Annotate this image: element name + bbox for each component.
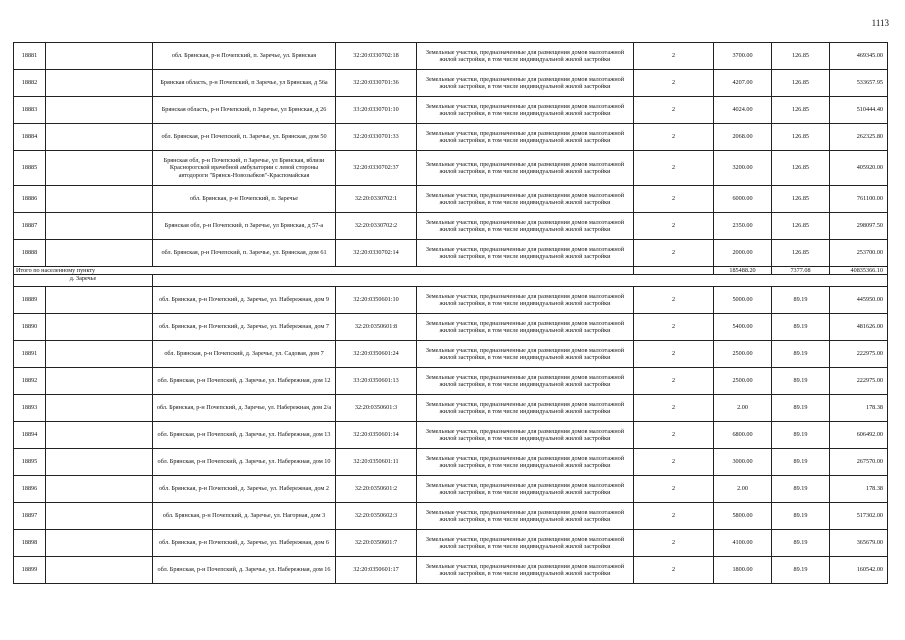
row-number-cell: 18896 (14, 476, 46, 503)
address-cell: обл. Брянская, р-н Почепский, п. Заречье, ул. Брянская, дом 50 (153, 124, 336, 151)
blank-cell (46, 476, 153, 503)
blank-cell (46, 97, 153, 124)
group-cell: 2 (634, 43, 714, 70)
rate-cell: 89.19 (772, 476, 830, 503)
cadastral-number-cell: 32:20:0350601:24 (336, 341, 417, 368)
cadastral-number-cell: 32:20:0350601:8 (336, 314, 417, 341)
page-number: 1113 (871, 18, 889, 28)
blank-cell (46, 449, 153, 476)
cadastral-number-cell: 32:20:0350601:7 (336, 530, 417, 557)
cadastral-number-cell: 33:20:0350601:13 (336, 368, 417, 395)
row-number-cell: 18887 (14, 213, 46, 240)
area-cell: 2500.00 (714, 341, 772, 368)
land-use-cell: Земельные участки, предназначенные для размещения домов малоэтажной жилой застройки, в том числе индивидуальной жилой застройки (417, 240, 634, 267)
area-cell: 3700.00 (714, 43, 772, 70)
blank-cell (46, 422, 153, 449)
table-row (14, 97, 888, 124)
rate-cell: 126.85 (772, 43, 830, 70)
table-row (14, 314, 888, 341)
cadastral-value-cell: 298097.50 (830, 213, 888, 240)
row-number-cell: 18891 (14, 341, 46, 368)
cadastral-value-cell: 267570.00 (830, 449, 888, 476)
row-number-cell: 18894 (14, 422, 46, 449)
area-cell: 2.00 (714, 395, 772, 422)
address-cell: обл. Брянская, р-н Почепский, п. Заречье, ул. Брянская (153, 43, 336, 70)
cadastral-value-cell: 178.38 (830, 395, 888, 422)
cadastral-value-cell: 178.38 (830, 476, 888, 503)
blank-cell (46, 70, 153, 97)
registry-body-b (14, 287, 888, 584)
land-use-cell: Земельные участки, предназначенные для размещения домов малоэтажной жилой застройки, в том числе индивидуальной жилой застройки (417, 530, 634, 557)
row-number-cell: 18881 (14, 43, 46, 70)
land-use-cell: Земельные участки, предназначенные для размещения домов малоэтажной жилой застройки, в том числе индивидуальной жилой застройки (417, 186, 634, 213)
cadastral-value-cell: 405920.00 (830, 151, 888, 186)
row-number-cell: 18893 (14, 395, 46, 422)
area-cell: 3200.00 (714, 151, 772, 186)
cadastral-value-cell: 253700.00 (830, 240, 888, 267)
area-cell: 5000.00 (714, 287, 772, 314)
area-cell: 6000.00 (714, 186, 772, 213)
group-cell: 2 (634, 557, 714, 584)
table-row (14, 422, 888, 449)
blank-cell (46, 530, 153, 557)
blank-cell (46, 395, 153, 422)
land-use-cell: Земельные участки, предназначенные для размещения домов малоэтажной жилой застройки, в том числе индивидуальной жилой застройки (417, 287, 634, 314)
group-cell: 2 (634, 124, 714, 151)
cadastral-value-cell: 510444.40 (830, 97, 888, 124)
cadastral-number-cell: 32:20:0330702:37 (336, 151, 417, 186)
blank-cell (46, 503, 153, 530)
land-use-cell: Земельные участки, предназначенные для размещения домов малоэтажной жилой застройки, в том числе индивидуальной жилой застройки (417, 368, 634, 395)
address-cell: обл. Брянская, р-н Почепский, д. Заречье, ул. Набережная, дом 2 (153, 476, 336, 503)
address-cell: обл. Брянская, р-н Почепский, д. Заречье, ул. Садовая, дом 7 (153, 341, 336, 368)
table-row (14, 341, 888, 368)
cadastral-number-cell: 32:20:0330702:14 (336, 240, 417, 267)
area-cell: 5400.00 (714, 314, 772, 341)
cadastral-value-cell: 445950.00 (830, 287, 888, 314)
table-row (14, 240, 888, 267)
address-cell: Брянская область, р-н Почепский, п Заречье, ул Брянская, д 56а (153, 70, 336, 97)
row-number-cell: 18885 (14, 151, 46, 186)
area-cell: 3000.00 (714, 449, 772, 476)
cadastral-number-cell: 32:20:0350601:10 (336, 287, 417, 314)
table-row (14, 395, 888, 422)
land-use-cell: Земельные участки, предназначенные для размещения домов малоэтажной жилой застройки, в том числе индивидуальной жилой застройки (417, 476, 634, 503)
row-number-cell: 18898 (14, 530, 46, 557)
blank-cell (46, 314, 153, 341)
cadastral-number-cell: 32:20:0350601:14 (336, 422, 417, 449)
table-row (14, 151, 888, 186)
group-cell: 2 (634, 422, 714, 449)
row-number-cell: 18895 (14, 449, 46, 476)
cadastral-value-cell: 481626.00 (830, 314, 888, 341)
cadastral-number-cell: 32:20:0330702:2 (336, 213, 417, 240)
land-use-cell: Земельные участки, предназначенные для размещения домов малоэтажной жилой застройки, в том числе индивидуальной жилой застройки (417, 213, 634, 240)
row-number-cell: 18883 (14, 97, 46, 124)
cadastral-value-cell: 469345.00 (830, 43, 888, 70)
address-cell: обл. Брянская, р-н Почепский, д. Заречье, ул. Набережная, дом 10 (153, 449, 336, 476)
area-cell: 2068.00 (714, 124, 772, 151)
group-cell: 2 (634, 503, 714, 530)
rate-cell: 89.19 (772, 530, 830, 557)
group-cell: 2 (634, 151, 714, 186)
land-use-cell: Земельные участки, предназначенные для размещения домов малоэтажной жилой застройки, в том числе индивидуальной жилой застройки (417, 422, 634, 449)
rate-cell: 89.19 (772, 503, 830, 530)
table-row (14, 557, 888, 584)
cadastral-number-cell: 32:20:0330701:36 (336, 70, 417, 97)
address-cell: обл. Брянская, р-н Почепский, п. Заречье (153, 186, 336, 213)
subtotal-rate: 7377.08 (772, 267, 830, 275)
cadastral-number-cell: 33:20:0330701:10 (336, 97, 417, 124)
rate-cell: 126.85 (772, 97, 830, 124)
cadastral-value-cell: 160542.00 (830, 557, 888, 584)
rate-cell: 89.19 (772, 395, 830, 422)
area-cell: 4207.00 (714, 70, 772, 97)
rate-cell: 89.19 (772, 422, 830, 449)
blank-cell (46, 240, 153, 267)
group-cell: 2 (634, 368, 714, 395)
subtotal-value: 40835366.10 (830, 267, 888, 275)
subtotal-empty-cell (634, 267, 714, 275)
subtotal-section (14, 267, 888, 287)
cadastral-value-cell: 365679.00 (830, 530, 888, 557)
land-registry-table (13, 42, 888, 584)
blank-cell (46, 186, 153, 213)
table-row (14, 530, 888, 557)
group-cell: 2 (634, 341, 714, 368)
group-cell: 2 (634, 213, 714, 240)
row-number-cell: 18882 (14, 70, 46, 97)
group-cell: 2 (634, 186, 714, 213)
rate-cell: 89.19 (772, 341, 830, 368)
blank-cell (46, 557, 153, 584)
cadastral-number-cell: 32:20:0330702:1 (336, 186, 417, 213)
table-row (14, 449, 888, 476)
settlement-group-label: д. Заречье (14, 275, 153, 287)
row-number-cell: 18899 (14, 557, 46, 584)
table-row (14, 213, 888, 240)
settlement-group-blank (153, 275, 888, 287)
group-cell: 2 (634, 476, 714, 503)
rate-cell: 89.19 (772, 557, 830, 584)
cadastral-number-cell: 32:20:0330702:18 (336, 43, 417, 70)
cadastral-number-cell: 32:20:0350602:3 (336, 503, 417, 530)
row-number-cell: 18888 (14, 240, 46, 267)
address-cell: Брянская обл, р-н Почепский, п Заречье, ул Брянская, д 57-а (153, 213, 336, 240)
row-number-cell: 18897 (14, 503, 46, 530)
group-cell: 2 (634, 449, 714, 476)
land-use-cell: Земельные участки, предназначенные для размещения домов малоэтажной жилой застройки, в том числе индивидуальной жилой застройки (417, 395, 634, 422)
address-cell: обл. Брянская, р-н Почепский, д. Заречье, ул. Набережная, дом 16 (153, 557, 336, 584)
rate-cell: 126.85 (772, 151, 830, 186)
blank-cell (46, 287, 153, 314)
blank-cell (46, 124, 153, 151)
rate-cell: 126.85 (772, 213, 830, 240)
area-cell: 2.00 (714, 476, 772, 503)
group-cell: 2 (634, 530, 714, 557)
land-use-cell: Земельные участки, предназначенные для размещения домов малоэтажной жилой застройки, в том числе индивидуальной жилой застройки (417, 151, 634, 186)
settlement-group-row (14, 275, 888, 287)
group-cell: 2 (634, 314, 714, 341)
cadastral-value-cell: 262325.80 (830, 124, 888, 151)
land-use-cell: Земельные участки, предназначенные для размещения домов малоэтажной жилой застройки, в том числе индивидуальной жилой застройки (417, 449, 634, 476)
table-row (14, 287, 888, 314)
cadastral-number-cell: 32:20:0350601:3 (336, 395, 417, 422)
land-use-cell: Земельные участки, предназначенные для размещения домов малоэтажной жилой застройки, в том числе индивидуальной жилой застройки (417, 557, 634, 584)
area-cell: 2350.00 (714, 213, 772, 240)
table-row (14, 43, 888, 70)
land-use-cell: Земельные участки, предназначенные для размещения домов малоэтажной жилой застройки, в том числе индивидуальной жилой застройки (417, 503, 634, 530)
row-number-cell: 18884 (14, 124, 46, 151)
rate-cell: 126.85 (772, 186, 830, 213)
rate-cell: 89.19 (772, 287, 830, 314)
registry-body-a (14, 43, 888, 267)
land-use-cell: Земельные участки, предназначенные для размещения домов малоэтажной жилой застройки, в том числе индивидуальной жилой застройки (417, 70, 634, 97)
group-cell: 2 (634, 97, 714, 124)
cadastral-value-cell: 222975.00 (830, 368, 888, 395)
address-cell: обл. Брянская, р-н Почепский, п. Заречье, ул. Брянская, дом 61 (153, 240, 336, 267)
area-cell: 6800.00 (714, 422, 772, 449)
address-cell: обл. Брянская, р-н Почепский, д. Заречье, ул. Набережная, дом 2/а (153, 395, 336, 422)
blank-cell (46, 213, 153, 240)
blank-cell (46, 43, 153, 70)
blank-cell (46, 341, 153, 368)
cadastral-value-cell: 222975.00 (830, 341, 888, 368)
cadastral-number-cell: 32:20:0350601:11 (336, 449, 417, 476)
cadastral-number-cell: 32:20:0350601:17 (336, 557, 417, 584)
subtotal-area: 185488.20 (714, 267, 772, 275)
cadastral-value-cell: 606492.00 (830, 422, 888, 449)
address-cell: обл. Брянская, р-н Почепский, д. Заречье, ул. Набережная, дом 12 (153, 368, 336, 395)
row-number-cell: 18890 (14, 314, 46, 341)
area-cell: 1800.00 (714, 557, 772, 584)
cadastral-value-cell: 761100.00 (830, 186, 888, 213)
row-number-cell: 18886 (14, 186, 46, 213)
address-cell: Брянская обл, р-н Почепский, п Заречье, ул Брянская, вблизи Краснорогской врачебной амбулатории с левой стороны автодороги "Брянск-Новозыбков"-Краспомайская (153, 151, 336, 186)
cadastral-value-cell: 517302.00 (830, 503, 888, 530)
area-cell: 4024.00 (714, 97, 772, 124)
table-row (14, 476, 888, 503)
address-cell: обл. Брянская, р-н Почепский, д. Заречье, ул. Набережная, дом 7 (153, 314, 336, 341)
row-number-cell: 18892 (14, 368, 46, 395)
table-row (14, 70, 888, 97)
rate-cell: 126.85 (772, 70, 830, 97)
group-cell: 2 (634, 395, 714, 422)
area-cell: 2500.00 (714, 368, 772, 395)
address-cell: обл. Брянская, р-н Почепский, д. Заречье, ул. Набережная, дом 9 (153, 287, 336, 314)
area-cell: 5800.00 (714, 503, 772, 530)
rate-cell: 126.85 (772, 240, 830, 267)
table-row (14, 503, 888, 530)
blank-cell (46, 368, 153, 395)
address-cell: Брянская область, р-н Почепский, п Заречье, ул Брянская, д 26 (153, 97, 336, 124)
table-row (14, 368, 888, 395)
row-number-cell: 18889 (14, 287, 46, 314)
blank-cell (46, 151, 153, 186)
rate-cell: 126.85 (772, 124, 830, 151)
rate-cell: 89.19 (772, 449, 830, 476)
address-cell: обл. Брянская, р-н Почепский, д. Заречье, ул. Набережная, дом 13 (153, 422, 336, 449)
land-use-cell: Земельные участки, предназначенные для размещения домов малоэтажной жилой застройки, в том числе индивидуальной жилой застройки (417, 124, 634, 151)
table-row (14, 124, 888, 151)
cadastral-number-cell: 32:20:0330701:33 (336, 124, 417, 151)
address-cell: обл. Брянская, р-н Почепский, д. Заречье, ул. Набережная, дом 6 (153, 530, 336, 557)
table-row (14, 186, 888, 213)
rate-cell: 89.19 (772, 314, 830, 341)
land-use-cell: Земельные участки, предназначенные для размещения домов малоэтажной жилой застройки, в том числе индивидуальной жилой застройки (417, 43, 634, 70)
land-use-cell: Земельные участки, предназначенные для размещения домов малоэтажной жилой застройки, в том числе индивидуальной жилой застройки (417, 97, 634, 124)
area-cell: 4100.00 (714, 530, 772, 557)
rate-cell: 89.19 (772, 368, 830, 395)
land-use-cell: Земельные участки, предназначенные для размещения домов малоэтажной жилой застройки, в том числе индивидуальной жилой застройки (417, 314, 634, 341)
address-cell: обл. Брянская, р-н Почепский, д. Заречье, ул. Нагорная, дом 3 (153, 503, 336, 530)
group-cell: 2 (634, 287, 714, 314)
group-cell: 2 (634, 240, 714, 267)
land-use-cell: Земельные участки, предназначенные для размещения домов малоэтажной жилой застройки, в том числе индивидуальной жилой застройки (417, 341, 634, 368)
subtotal-label: Итого по населенному пункту (14, 267, 634, 275)
subtotal-row (14, 267, 888, 275)
cadastral-number-cell: 32:20:0350601:2 (336, 476, 417, 503)
area-cell: 2000.00 (714, 240, 772, 267)
cadastral-value-cell: 533657.95 (830, 70, 888, 97)
group-cell: 2 (634, 70, 714, 97)
